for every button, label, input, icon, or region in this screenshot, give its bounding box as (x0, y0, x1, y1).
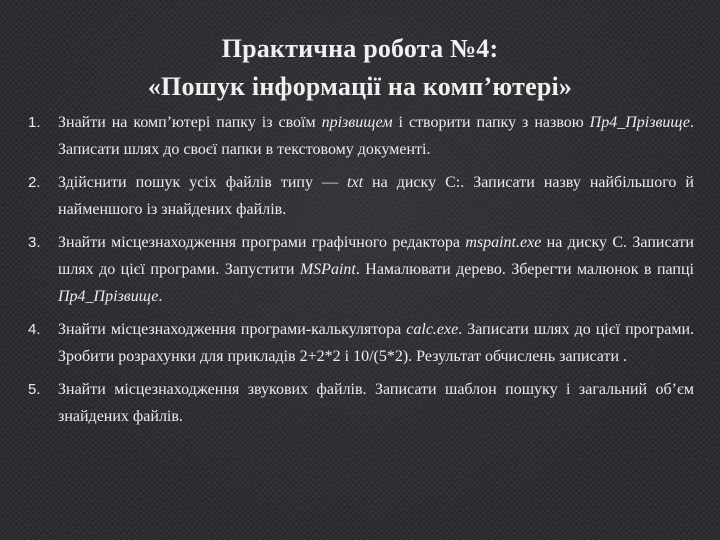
task-text-italic: txt (347, 174, 364, 191)
task-text-italic: Пр4_Прізвище (589, 114, 690, 131)
task-item-3 (28, 229, 694, 310)
task-text-italic: MSPaint (299, 261, 356, 278)
title-line-2: «Пошук інформації на комп’ютері» (147, 72, 573, 101)
task-list (28, 109, 694, 436)
task-text: Знайти місцезнаходження звукових файлів. Записати шаблон пошуку і загальний об’єм знайдених файлів. (58, 381, 694, 425)
task-item-4 (28, 316, 694, 370)
title-line-1: Практична робота №4: (221, 34, 499, 63)
task-text: Знайти місцезнаходження програми графічного редактора (58, 234, 466, 251)
slide-title (0, 30, 720, 106)
task-text-italic: прізвищем (321, 114, 393, 131)
task-text: Знайти місцезнаходження програми-калькулятора (58, 321, 407, 338)
task-item-5 (28, 376, 694, 430)
task-text: і створити папку з назвою (392, 114, 590, 131)
task-number: 2. (28, 174, 41, 191)
task-number: 5. (28, 381, 41, 398)
task-text: Здійснити пошук усіх файлів типу — (58, 174, 348, 191)
task-text: . Записати шлях до цієї програми. Зробити розрахунки для прикладів 2+2*2 і 10/(5*2). Результат обчислень записати . (58, 321, 694, 365)
task-text-italic: calc.exe (406, 321, 459, 338)
task-number: 1. (28, 114, 41, 131)
task-text: . Намалювати дерево. Зберегти малюнок в папці (355, 261, 694, 278)
task-text-italic: mspaint.exe (465, 234, 542, 251)
task-number: 4. (28, 321, 41, 338)
task-text: . Записати шлях до своєї папки в текстовому документі. (58, 114, 694, 158)
task-text: . (158, 288, 163, 305)
task-text: на диску С. Записати шлях до цієї програми. Запустити (58, 234, 694, 278)
task-number: 3. (28, 234, 41, 251)
task-item-2 (28, 169, 694, 223)
task-text: Знайти на комп’ютері папку із своїм (58, 114, 322, 131)
task-item-1 (28, 109, 694, 163)
task-text-italic: Пр4_Прізвище (58, 288, 159, 305)
task-text: на диску С:. Записати назву найбільшого й найменшого із знайдених файлів. (58, 174, 694, 218)
